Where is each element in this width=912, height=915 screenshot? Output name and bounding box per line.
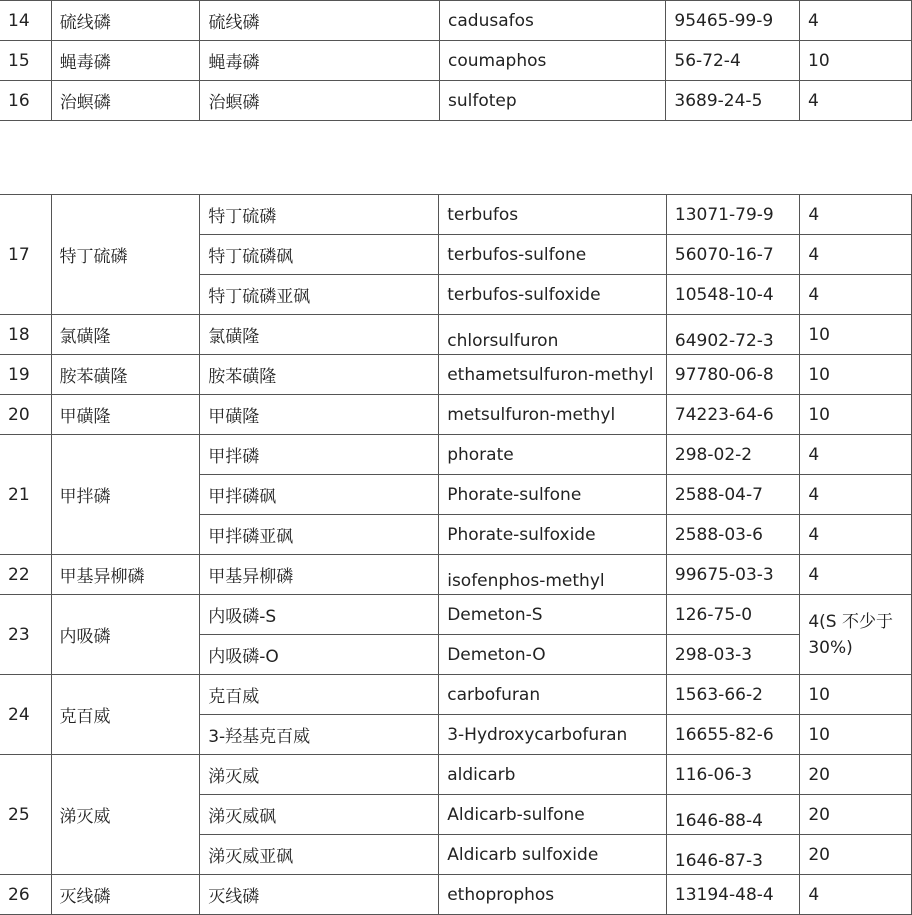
limit-value: 4 [800,235,912,275]
compound-name: 氯磺隆 [200,315,439,355]
compound-name: 特丁硫磷 [200,195,439,235]
table-row [0,395,912,435]
cas-number: 99675-03-3 [666,555,799,595]
table-row [0,595,912,635]
row-number: 22 [0,555,51,595]
cas-number: 298-02-2 [666,435,799,475]
compound-name: 内吸磷-O [200,635,439,675]
compound-name: 治螟磷 [200,81,440,121]
table-row [0,81,912,121]
english-name: Aldicarb sulfoxide [439,835,667,875]
compound-name: 甲拌磷 [200,435,439,475]
cas-number: 2588-03-6 [666,515,799,555]
cas-number: 56-72-4 [666,41,800,81]
english-name: metsulfuron-methyl [439,395,667,435]
cas-number: 74223-64-6 [666,395,799,435]
pesticide-name: 特丁硫磷 [51,195,200,315]
english-name: terbufos-sulfone [439,235,667,275]
row-number: 20 [0,395,51,435]
cas-number: 2588-04-7 [666,475,799,515]
table-row [0,41,912,81]
limit-value: 10 [800,315,912,355]
limit-value: 10 [800,355,912,395]
table-row [0,555,912,595]
compound-name: 胺苯磺隆 [200,355,439,395]
pesticide-name: 氯磺隆 [51,315,200,355]
pesticide-table-main [0,194,912,915]
row-number: 18 [0,315,51,355]
english-name: carbofuran [439,675,667,715]
compound-name: 涕灭威砜 [200,795,439,835]
limit-value: 4(S 不少于30%) [800,595,912,675]
row-number: 17 [0,195,51,315]
cas-number: 126-75-0 [666,595,799,635]
limit-value: 4 [800,1,912,41]
compound-name: 涕灭威亚砜 [200,835,439,875]
pesticide-name: 内吸磷 [51,595,200,675]
pesticide-name: 硫线磷 [51,1,200,41]
english-name: phorate [439,435,667,475]
cas-number: 1646-87-3 [666,835,799,875]
pesticide-name: 克百威 [51,675,200,755]
pesticide-name: 治螟磷 [51,81,200,121]
limit-value: 20 [800,835,912,875]
english-name: Aldicarb-sulfone [439,795,667,835]
pesticide-name: 蝇毒磷 [51,41,200,81]
row-number: 15 [0,41,51,81]
pesticide-table-top [0,0,912,121]
english-name: terbufos-sulfoxide [439,275,667,315]
cas-number: 95465-99-9 [666,1,800,41]
cas-number: 13071-79-9 [666,195,799,235]
row-number: 26 [0,875,51,915]
limit-value: 10 [800,395,912,435]
limit-value: 20 [800,795,912,835]
table-row [0,355,912,395]
compound-name: 蝇毒磷 [200,41,440,81]
english-name: coumaphos [440,41,666,81]
english-name: aldicarb [439,755,667,795]
limit-value: 10 [800,675,912,715]
cas-number: 13194-48-4 [666,875,799,915]
english-name: cadusafos [440,1,666,41]
compound-name: 甲拌磷亚砜 [200,515,439,555]
table-row [0,315,912,355]
row-number: 19 [0,355,51,395]
table-row [0,675,912,715]
pesticide-name: 胺苯磺隆 [51,355,200,395]
cas-number: 1646-88-4 [666,795,799,835]
limit-value: 4 [800,475,912,515]
cas-number: 10548-10-4 [666,275,799,315]
compound-name: 灭线磷 [200,875,439,915]
english-name: Phorate-sulfone [439,475,667,515]
limit-value: 20 [800,755,912,795]
limit-value: 10 [800,41,912,81]
cas-number: 1563-66-2 [666,675,799,715]
pesticide-name: 甲基异柳磷 [51,555,200,595]
limit-value: 4 [800,195,912,235]
row-number: 21 [0,435,51,555]
cas-number: 3689-24-5 [666,81,800,121]
limit-value: 4 [800,81,912,121]
limit-value: 4 [800,435,912,475]
english-name: ethoprophos [439,875,667,915]
row-number: 25 [0,755,51,875]
row-number: 16 [0,81,51,121]
compound-name: 涕灭威 [200,755,439,795]
pesticide-name: 灭线磷 [51,875,200,915]
cas-number: 56070-16-7 [666,235,799,275]
english-name: ethametsulfuron-methyl [439,355,667,395]
english-name: isofenphos-methyl [439,555,667,595]
table-row [0,1,912,41]
cas-number: 16655-82-6 [666,715,799,755]
english-name: terbufos [439,195,667,235]
table-row [0,435,912,475]
english-name: Phorate-sulfoxide [439,515,667,555]
limit-value: 10 [800,715,912,755]
cas-number: 64902-72-3 [666,315,799,355]
table-row [0,875,912,915]
limit-value: 4 [800,875,912,915]
pesticide-name: 涕灭威 [51,755,200,875]
english-name: Demeton-S [439,595,667,635]
english-name: 3-Hydroxycarbofuran [439,715,667,755]
compound-name: 特丁硫磷砜 [200,235,439,275]
compound-name: 硫线磷 [200,1,440,41]
row-number: 14 [0,1,51,41]
compound-name: 甲基异柳磷 [200,555,439,595]
cas-number: 116-06-3 [666,755,799,795]
row-number: 24 [0,675,51,755]
table-row [0,195,912,235]
limit-value: 4 [800,275,912,315]
limit-value: 4 [800,515,912,555]
compound-name: 甲磺隆 [200,395,439,435]
limit-value: 4 [800,555,912,595]
cas-number: 97780-06-8 [666,355,799,395]
row-number: 23 [0,595,51,675]
compound-name: 特丁硫磷亚砜 [200,275,439,315]
pesticide-name: 甲拌磷 [51,435,200,555]
compound-name: 甲拌磷砜 [200,475,439,515]
table-row [0,755,912,795]
compound-name: 克百威 [200,675,439,715]
english-name: sulfotep [440,81,666,121]
pesticide-name: 甲磺隆 [51,395,200,435]
english-name: Demeton-O [439,635,667,675]
cas-number: 298-03-3 [666,635,799,675]
compound-name: 内吸磷-S [200,595,439,635]
english-name: chlorsulfuron [439,315,667,355]
compound-name: 3-羟基克百威 [200,715,439,755]
